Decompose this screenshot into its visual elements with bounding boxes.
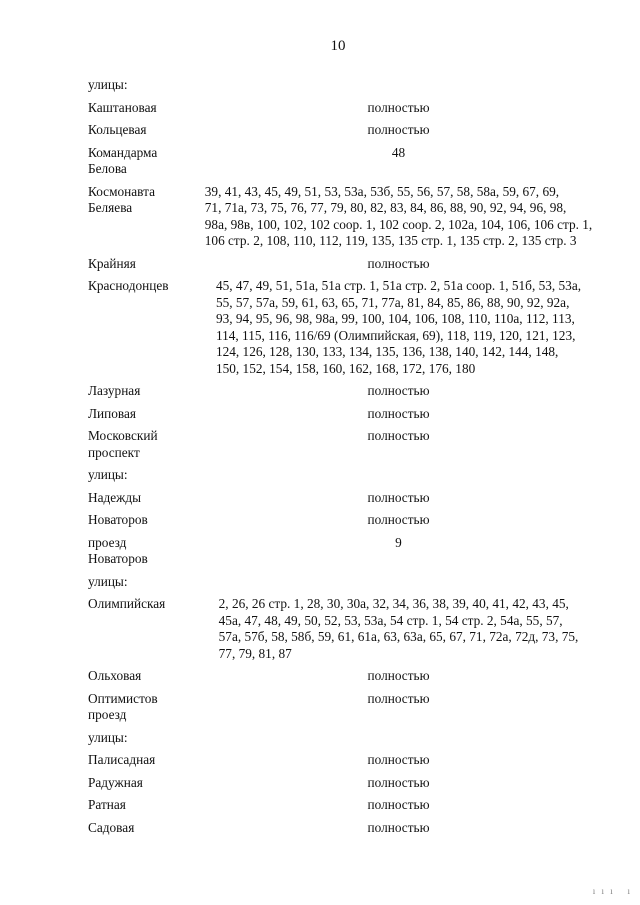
street-name: Липовая	[88, 405, 137, 421]
street-name: Лазурная	[88, 383, 141, 398]
house-numbers: полностью	[367, 512, 430, 527]
street-row	[88, 278, 608, 377]
house-numbers: полностью	[367, 752, 430, 767]
house-numbers: 9	[395, 534, 402, 550]
street-row	[88, 775, 608, 792]
street-name: Олимпийская	[88, 596, 166, 611]
page-number: 10	[330, 38, 346, 54]
street-row	[88, 145, 608, 178]
section-heading: улицы:	[88, 77, 128, 92]
house-numbers: полностью	[367, 690, 430, 706]
street-row	[88, 256, 608, 273]
section-heading: улицы:	[88, 467, 128, 482]
street-row	[88, 184, 608, 250]
house-numbers: полностью	[367, 428, 430, 443]
house-numbers: полностью	[367, 819, 430, 835]
house-numbers: 45, 47, 49, 51, 51а, 51а стр. 1, 51а стр. 2, 51а соор. 1, 51б, 53, 53а, 55, 57, 57а, 59, 61, 63, 65, 71, 77а, 81, 84, 85, 86, 88, 90, 92, 92а, 93, 94, 95, 96, 98, 98а, 99, 100, 104, 106, 108, 110, 110а, 112, 113, 114, 115, 116, 116/69 (Олимпийская, 69), 118, 119, 120, 121, 123, 124, 126, 128, 130, 133, 134, 135, 136, 138, 140, 142, 144, 148, 150, 152, 154, 158, 160, 162, 168, 172, 176, 180	[215, 278, 582, 376]
street-name: Кольцевая	[88, 122, 147, 137]
street-row	[88, 535, 608, 568]
street-row	[88, 406, 608, 423]
street-row	[88, 668, 608, 685]
street-row	[88, 512, 608, 529]
street-name: Командарма Белова	[88, 144, 158, 176]
house-numbers: полностью	[367, 99, 430, 115]
street-row	[88, 490, 608, 507]
section-heading: улицы:	[88, 729, 128, 745]
house-numbers: полностью	[367, 668, 430, 683]
house-numbers: полностью	[367, 405, 430, 421]
street-name: Надежды	[88, 489, 142, 505]
street-name: Палисадная	[88, 752, 156, 767]
street-name: Садовая	[88, 819, 135, 835]
scan-artifact: ı ı ı ı	[592, 885, 632, 896]
street-list	[88, 73, 608, 842]
house-numbers: полностью	[367, 489, 430, 505]
street-name: Ольховая	[88, 668, 142, 683]
street-row	[88, 122, 608, 139]
street-row	[88, 752, 608, 769]
street-name: проезд Новаторов	[88, 534, 148, 566]
street-name: Космонавта Беляева	[88, 183, 155, 215]
house-numbers: полностью	[367, 774, 430, 790]
house-numbers: полностью	[367, 255, 430, 271]
street-name: Ратная	[88, 797, 126, 812]
street-name: Крайняя	[88, 255, 136, 271]
house-numbers: 39, 41, 43, 45, 49, 51, 53, 53а, 53б, 55, 56, 57, 58, 58а, 59, 67, 69, 71, 71а, 73, 75, 76, 77, 79, 80, 82, 83, 84, 86, 88, 90, 92, 94, 96, 98, 98а, 98в, 100, 102, 102 соор. 1, 102 соор. 2, 102а, 104, 106, 106 стр. 1, 106 стр. 2, 108, 110, 112, 119, 135, 135 стр. 1, 135 стр. 2, 135 стр. 3	[204, 183, 593, 248]
street-row	[88, 100, 608, 117]
street-name: Каштановая	[88, 99, 157, 115]
house-numbers: полностью	[367, 122, 430, 137]
street-row	[88, 797, 608, 814]
street-row	[88, 691, 608, 724]
street-row	[88, 383, 608, 400]
street-name: Московский проспект	[88, 428, 158, 460]
house-numbers: 48	[391, 144, 406, 160]
street-row	[88, 820, 608, 837]
street-name: Оптимистов проезд	[88, 690, 158, 722]
house-numbers: полностью	[367, 797, 430, 812]
street-name: Краснодонцев	[88, 278, 169, 293]
house-numbers: 2, 26, 26 стр. 1, 28, 30, 30а, 32, 34, 36, 38, 39, 40, 41, 42, 43, 45, 45а, 47, 48, 49, 50, 52, 53, 53а, 54 стр. 1, 54 стр. 2, 54а, 55, 57, 57а, 57б, 58, 58б, 59, 61, 61а, 63, 63а, 65, 67, 71, 72а, 72д, 73, 75, 77, 79, 81, 87	[218, 596, 579, 661]
street-row	[88, 596, 608, 662]
street-row	[88, 428, 608, 461]
street-name: Новаторов	[88, 512, 148, 527]
house-numbers: полностью	[367, 383, 430, 398]
section-heading: улицы:	[88, 573, 128, 589]
street-name: Радужная	[88, 774, 143, 790]
